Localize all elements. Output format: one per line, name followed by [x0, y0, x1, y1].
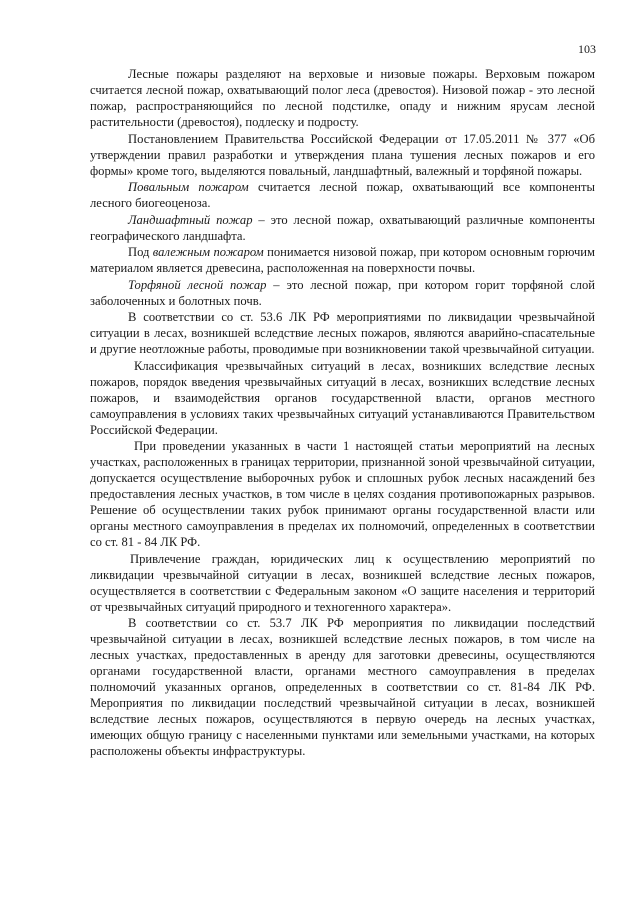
term-total-fire: Повальным пожаром [128, 180, 249, 194]
paragraph-article-53-6: В соответствии со ст. 53.6 ЛК РФ мероприятиями по ликвидации чрезвычайной ситуации в лесах, возникшей вследствие лесных пожаров, являются аварийно-спасательные и другие неотложные работы, проводимые при возникновении такой чрезвычайной ситуации. [90, 310, 595, 356]
paragraph-logging: При проведении указанных в части 1 настоящей статьи мероприятий на лесных участках, расположенных в границах территории, признанной зоной чрезвычайной ситуации, допускается осуществление выборочных рубок и сплошных рубок лесных насаждений без предоставления лесных участков, в том числе в целях создания противопожарных разрывов. Решение об осуществлении таких рубок принимают органы государственной власти или органы местного самоуправления в пределах их полномочий, определенных в соответствии со ст. 81 - 84 ЛК РФ. [90, 439, 595, 549]
paragraph-government-resolution: Постановлением Правительства Российской Федерации от 17.05.2011 № 377 «Об утверждении правил разработки и утверждения плана тушения лесных пожаров и его формы» кроме того, выделяются повальный, ландшафтный, валежный и торфяной пожары. [90, 131, 595, 178]
paragraph-classification: Классификация чрезвычайных ситуаций в лесах, возникших вследствие лесных пожаров, порядок введения чрезвычайных ситуаций в лесах, возникших вследствие лесных пожаров, и взаимодействия органов государственной власти, органов местного самоуправления в условиях таких чрезвычайных ситуаций устанавливаются Правительством Российской Федерации. [90, 358, 595, 437]
term-deadwood-fire: валежным пожаром [152, 245, 264, 259]
paragraph-total-fire: Повальным пожаром считается лесной пожар, охватывающий все компоненты лесного биогеоценоза. [90, 180, 596, 210]
term-landscape-fire: Ландшафтный пожар [128, 212, 253, 227]
paragraph-deadwood-fire: Под валежным пожаром понимается низовой пожар, при котором основным горючим материалом является древесина, расположенная на поверхности почвы. [90, 245, 595, 275]
paragraph-landscape-fire: Ландшафтный пожар – это лесной пожар, охватывающий различные компоненты географического ландшафта. [90, 212, 595, 243]
document-body [90, 66, 595, 759]
paragraph-article-53-7: В соответствии со ст. 53.7 ЛК РФ мероприятия по ликвидации последствий чрезвычайной ситуации в лесах, возникшей вследствие лесных пожаров, в том числе на лесных участках, предоставленных в аренду для заготовки древесины, осуществляются органами государственной власти, органами местного самоуправления в пределах полномочий указанных органов, определенных в соответствии со ст. 81-84 ЛК РФ. Мероприятия по ликвидации последствий чрезвычайной ситуации в лесах, возникшей вследствие лесных пожаров, осуществляются в первую очередь на лесных участках, имеющих общую границу с населенными пунктами или земельными участками, на которых расположены объекты инфраструктуры. [90, 616, 595, 758]
paragraph-citizen-involvement: Привлечение граждан, юридических лиц к осуществлению мероприятий по ликвидации чрезвычайной ситуации в лесах, возникшей вследствие лесных пожаров, осуществляется в соответствии с Федеральным законом «О защите населения и территорий от чрезвычайных ситуаций природного и техногенного характера». [90, 551, 595, 614]
term-peat-fire: Торфяной лесной пожар [128, 277, 267, 292]
paragraph-fire-types: Лесные пожары разделяют на верховые и низовые пожары. Верховым пожаром считается лесной пожар, охватывающий полог леса (древостоя). Низовой пожар - это лесной пожар, распространяющийся по лесной подстилке, опаду и нижним ярусам лесной растительности (древостоя), подлеску и подросту. [90, 67, 595, 129]
page-number: 103 [578, 42, 596, 56]
paragraph-peat-fire: Торфяной лесной пожар – это лесной пожар, при котором горит торфяной слой заболоченных и болотных почв. [90, 277, 596, 308]
